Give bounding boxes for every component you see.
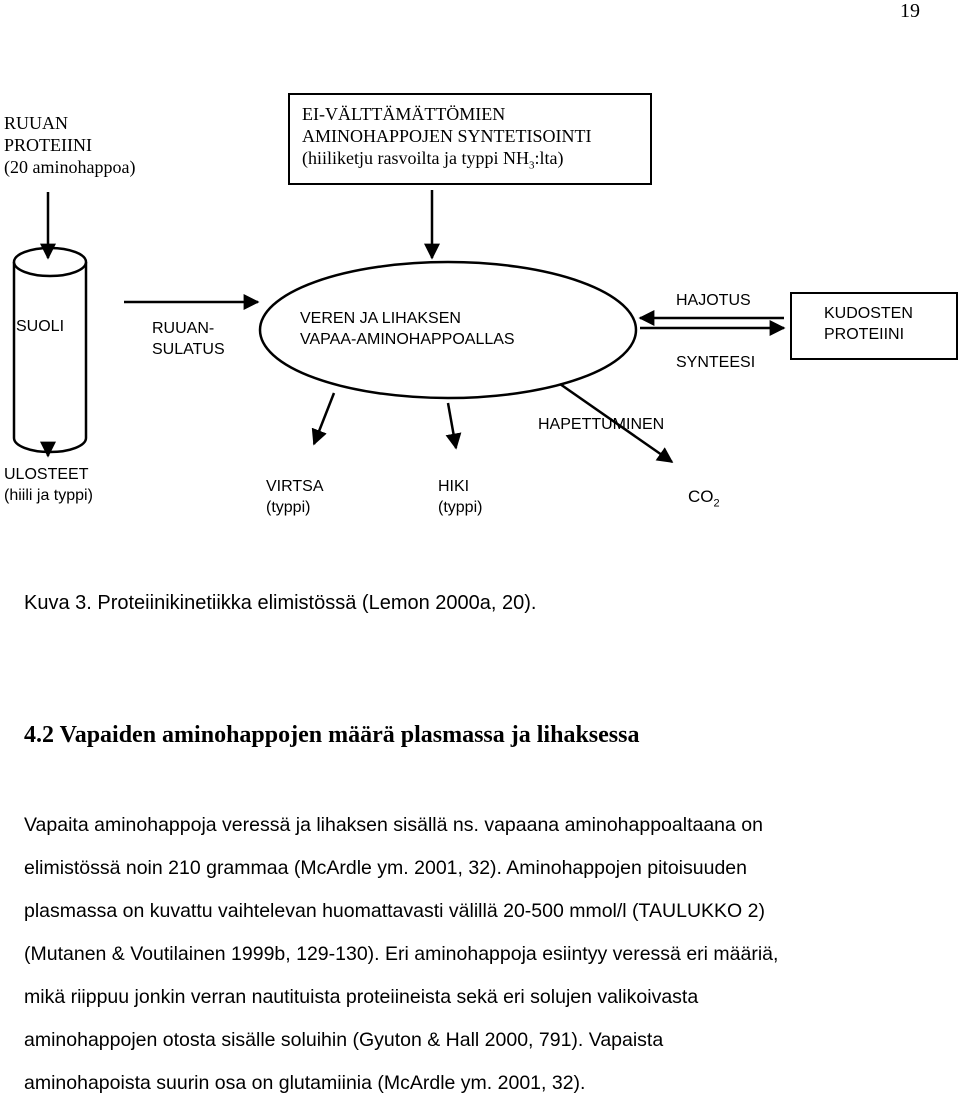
figure-caption: Kuva 3. Proteiinikinetiikka elimistössä (Lemon 2000a, 20). xyxy=(24,592,537,614)
paragraph-line: (Mutanen & Voutilainen 1999b, 129-130). Eri aminohappoja esiintyy veressä eri määriä, xyxy=(24,943,779,965)
synthesis-box: EI-VÄLTTÄMÄTTÖMIEN AMINOHAPPOJEN SYNTETISOINTI (hiiliketju rasvoilta ja typpi $NH_3:lta$) xyxy=(288,93,652,185)
oxidation-label: HAPETTUMINEN xyxy=(538,416,665,433)
paragraph-line: aminohappojen otosta sisälle soluihin (Gyuton & Hall 2000, 791). Vapaista xyxy=(24,1029,664,1051)
co2-label: $CO_2$ xyxy=(688,487,720,510)
paragraph-line: elimistössä noin 210 grammaa (McArdle ym. 2001, 32). Aminohappojen pitoisuuden xyxy=(24,857,747,879)
paragraph-line: Vapaita aminohappoja veressä ja lihaksen sisällä ns. vapaana aminohappoaltaana on xyxy=(24,814,763,836)
food-protein-label: RUUAN PROTEIINI (20 aminohappoa) xyxy=(4,113,136,177)
sweat-label: HIKI (typpi) xyxy=(438,478,483,516)
paragraph-line: aminohapoista suurin osa on glutamiinia (McArdle ym. 2001, 32). xyxy=(24,1072,586,1094)
paragraph-line: plasmassa on kuvattu vaihtelevan huomattavasti välillä 20-500 mmol/l (TAULUKKO 2) xyxy=(24,900,765,922)
feces-label: ULOSTEET (hiili ja typpi) xyxy=(4,466,93,504)
paragraph-line: mikä riippuu jonkin verran nautituista proteiineista sekä eri solujen valikoivasta xyxy=(24,986,699,1008)
arrow-pool-to-urine xyxy=(314,393,334,444)
pool-label: VEREN JA LIHAKSEN VAPAA-AMINOHAPPOALLAS xyxy=(300,310,515,348)
tissue-protein-box: KUDOSTEN PROTEIINI xyxy=(790,292,958,360)
breakdown-label: HAJOTUS xyxy=(676,292,751,309)
arrow-pool-to-sweat xyxy=(448,403,456,448)
page-number: 19 xyxy=(900,0,920,22)
digestion-label: RUUAN- SULATUS xyxy=(152,320,225,358)
body-paragraph xyxy=(24,804,944,1105)
section-heading: 4.2 Vapaiden aminohappojen määrä plasmassa ja lihaksessa xyxy=(24,722,640,748)
gut-cylinder xyxy=(14,248,86,452)
gut-label: SUOLI xyxy=(16,318,65,335)
synthesis-label: SYNTEESI xyxy=(676,354,756,371)
urine-label: VIRTSA (typpi) xyxy=(266,478,324,516)
